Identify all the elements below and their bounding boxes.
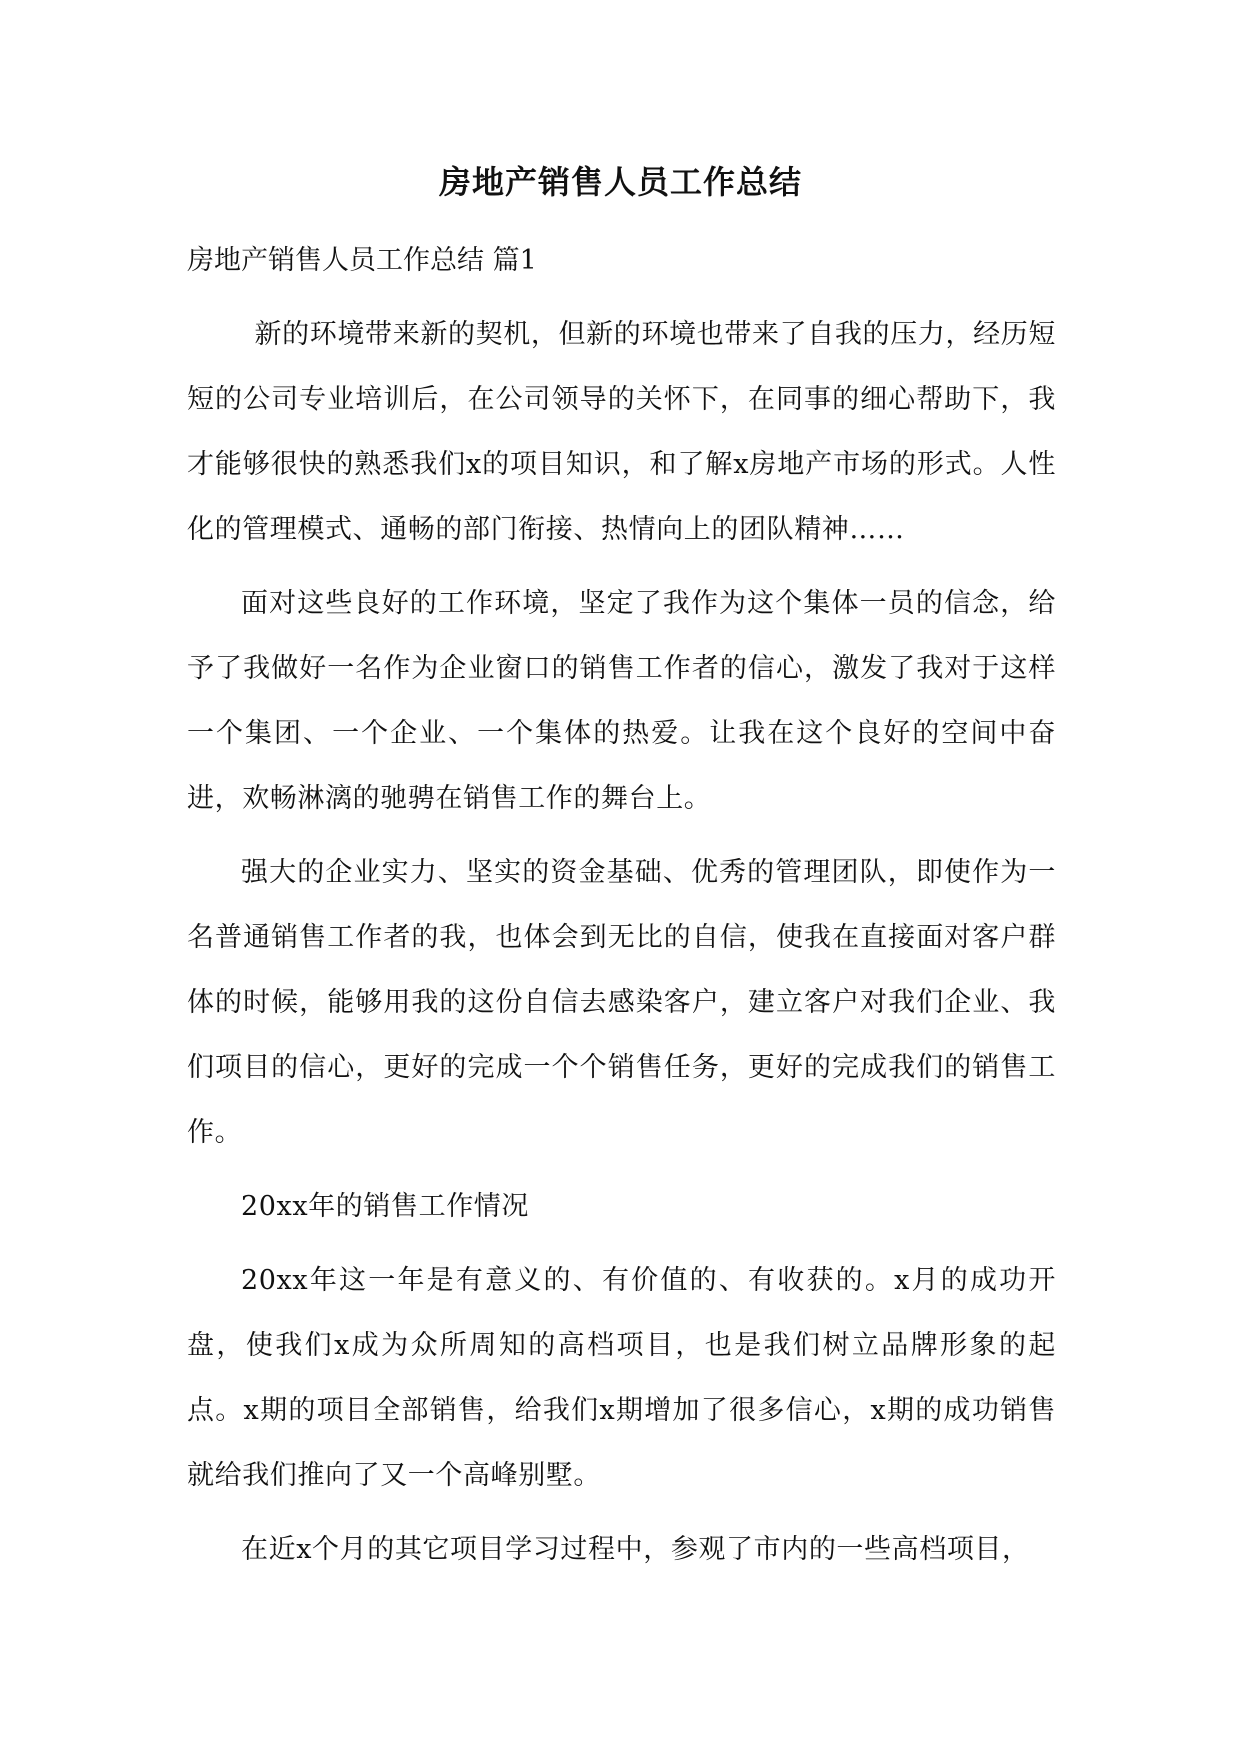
paragraph: 新的环境带来新的契机，但新的环境也带来了自我的压力，经历短短的公司专业培训后，在公司领导的关怀下，在同事的细心帮助下，我才能够很快的熟悉我们x的项目知识，和了解x房地产市场的形式。人性化的管理模式、通畅的部门衔接、热情向上的团队精神…… — [187, 319, 1056, 545]
document-title: 房地产销售人员工作总结 — [438, 163, 802, 201]
subheading-paragraph: 20xx年的销售工作情况 — [241, 1191, 530, 1222]
paragraph: 面对这些良好的工作环境，坚定了我作为这个集体一员的信念，给予了我做好一名作为企业窗口的销售工作者的信心，激发了我对于这样一个集团、一个企业、一个集体的热爱。让我在这个良好的空间中奋进，欢畅淋漓的驰骋在销售工作的舞台上。 — [187, 588, 1056, 814]
document-body — [187, 228, 1056, 1582]
paragraph: 20xx年这一年是有意义的、有价值的、有收获的。x月的成功开盘，使我们x成为众所周知的高档项目，也是我们树立品牌形象的起点。x期的项目全部销售，给我们x期增加了很多信心，x期的成功销售就给我们推向了又一个高峰别墅。 — [187, 1265, 1056, 1491]
section-heading: 房地产销售人员工作总结 篇1 — [187, 245, 537, 276]
paragraph: 在近x个月的其它项目学习过程中，参观了市内的一些高档项目， — [241, 1534, 1030, 1565]
paragraph: 强大的企业实力、坚实的资金基础、优秀的管理团队，即使作为一名普通销售工作者的我，也体会到无比的自信，使我在直接面对客户群体的时候，能够用我的这份自信去感染客户，建立客户对我们企业、我们项目的信心，更好的完成一个个销售任务，更好的完成我们的销售工作。 — [187, 857, 1056, 1148]
